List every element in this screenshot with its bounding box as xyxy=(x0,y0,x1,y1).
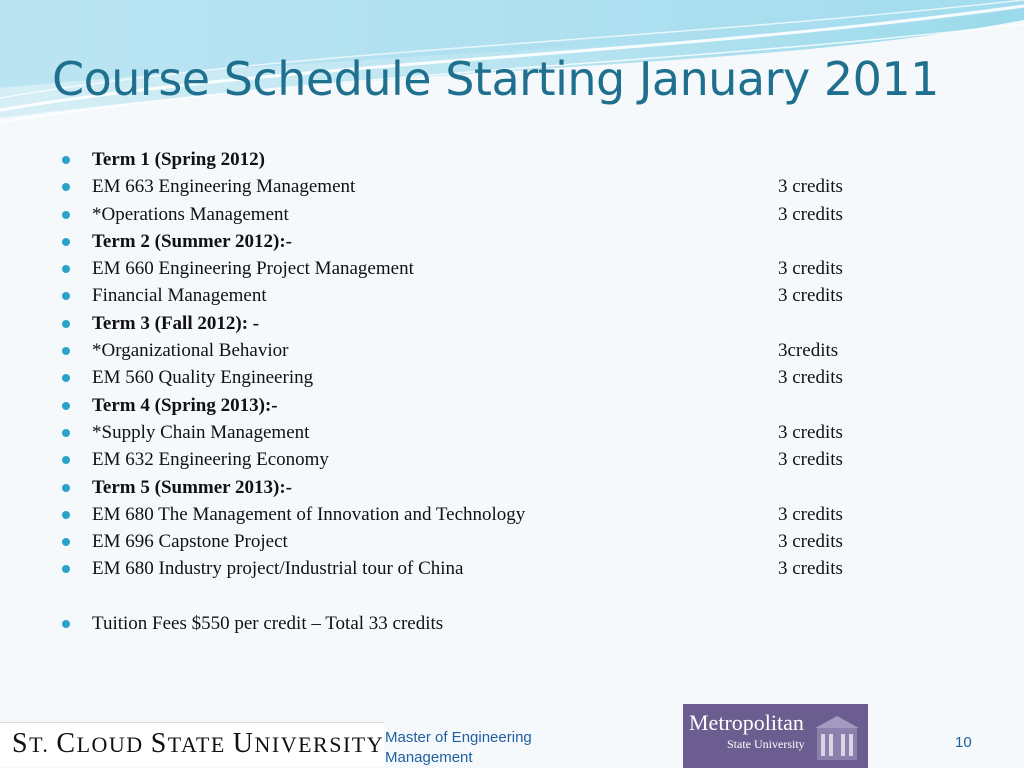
item-credits: 3 credits xyxy=(778,421,843,443)
item-label: *Operations Management xyxy=(92,203,289,225)
bullet-icon xyxy=(62,183,70,191)
course-schedule-list xyxy=(62,146,942,637)
list-item xyxy=(62,364,942,391)
item-credits: 3 credits xyxy=(778,558,843,580)
item-label: Term 4 (Spring 2013):- xyxy=(92,394,278,416)
item-label: *Organizational Behavior xyxy=(92,340,289,362)
partner-logo-name: Metropolitan xyxy=(689,710,804,735)
item-label: EM 680 Industry project/Industrial tour of China xyxy=(92,558,464,580)
slide-title: Course Schedule Starting January 2011 xyxy=(52,52,939,106)
item-label: EM 660 Engineering Project Management xyxy=(92,258,414,280)
item-label: Term 2 (Summer 2012):- xyxy=(92,230,292,252)
bullet-icon xyxy=(62,265,70,273)
item-label: EM 663 Engineering Management xyxy=(92,176,356,198)
item-credits: 3 credits xyxy=(778,367,843,389)
item-label: EM 696 Capstone Project xyxy=(92,531,288,553)
item-credits: 3 credits xyxy=(778,449,843,471)
tuition-item xyxy=(62,610,942,637)
bullet-icon xyxy=(62,429,70,437)
list-item xyxy=(62,310,942,337)
program-line-2: Management xyxy=(385,749,473,766)
bullet-icon xyxy=(62,238,70,246)
bullet-icon xyxy=(62,456,70,464)
list-item xyxy=(62,501,942,528)
bullet-icon xyxy=(62,565,70,573)
university-logo: ST. CLOUD STATE UNIVERSITY xyxy=(12,728,385,759)
list-item xyxy=(62,474,942,501)
list-item xyxy=(62,446,942,473)
item-label: Term 3 (Fall 2012): - xyxy=(92,312,260,334)
item-label: Term 1 (Spring 2012) xyxy=(92,149,265,170)
bullet-icon xyxy=(62,511,70,519)
bullet-icon xyxy=(62,211,70,219)
item-credits: 3credits xyxy=(778,340,839,362)
list-item xyxy=(62,419,942,446)
item-label: Financial Management xyxy=(92,285,267,307)
building-icon xyxy=(813,714,861,762)
bullet-icon xyxy=(62,538,70,546)
page-number: 10 xyxy=(955,734,972,751)
bullet-icon xyxy=(62,320,70,328)
bullet-icon xyxy=(62,156,70,164)
list-item xyxy=(62,146,942,173)
program-line-1: Master of Engineering xyxy=(385,729,532,746)
list-item xyxy=(62,555,942,582)
list-item xyxy=(62,255,942,282)
bullet-icon xyxy=(62,347,70,355)
item-credits: 3 credits xyxy=(778,203,843,225)
bullet-icon xyxy=(62,484,70,492)
partner-logo xyxy=(683,704,868,768)
item-credits: 3 credits xyxy=(778,285,843,307)
item-label: EM 560 Quality Engineering xyxy=(92,367,314,389)
item-label: Term 5 (Summer 2013):- xyxy=(92,476,292,498)
item-label: *Supply Chain Management xyxy=(92,421,310,443)
bullet-icon xyxy=(62,292,70,300)
list-item xyxy=(62,392,942,419)
list-item xyxy=(62,528,942,555)
partner-logo-sub: State University xyxy=(727,737,805,751)
list-item xyxy=(62,201,942,228)
item-credits: 3 credits xyxy=(778,503,843,525)
bullet-icon xyxy=(62,620,70,628)
list-item xyxy=(62,173,942,200)
tuition-text: Tuition Fees $550 per credit – Total 33 credits xyxy=(92,613,444,635)
bullet-icon xyxy=(62,402,70,410)
item-credits: 3 credits xyxy=(778,176,843,198)
list-item xyxy=(62,282,942,309)
list-item xyxy=(62,337,942,364)
list-item xyxy=(62,228,942,255)
item-credits: 3 credits xyxy=(778,258,843,280)
bullet-icon xyxy=(62,374,70,382)
program-name xyxy=(385,728,585,768)
item-label: EM 680 The Management of Innovation and Technology xyxy=(92,503,526,525)
item-credits: 3 credits xyxy=(778,531,843,553)
item-label: EM 632 Engineering Economy xyxy=(92,449,329,471)
